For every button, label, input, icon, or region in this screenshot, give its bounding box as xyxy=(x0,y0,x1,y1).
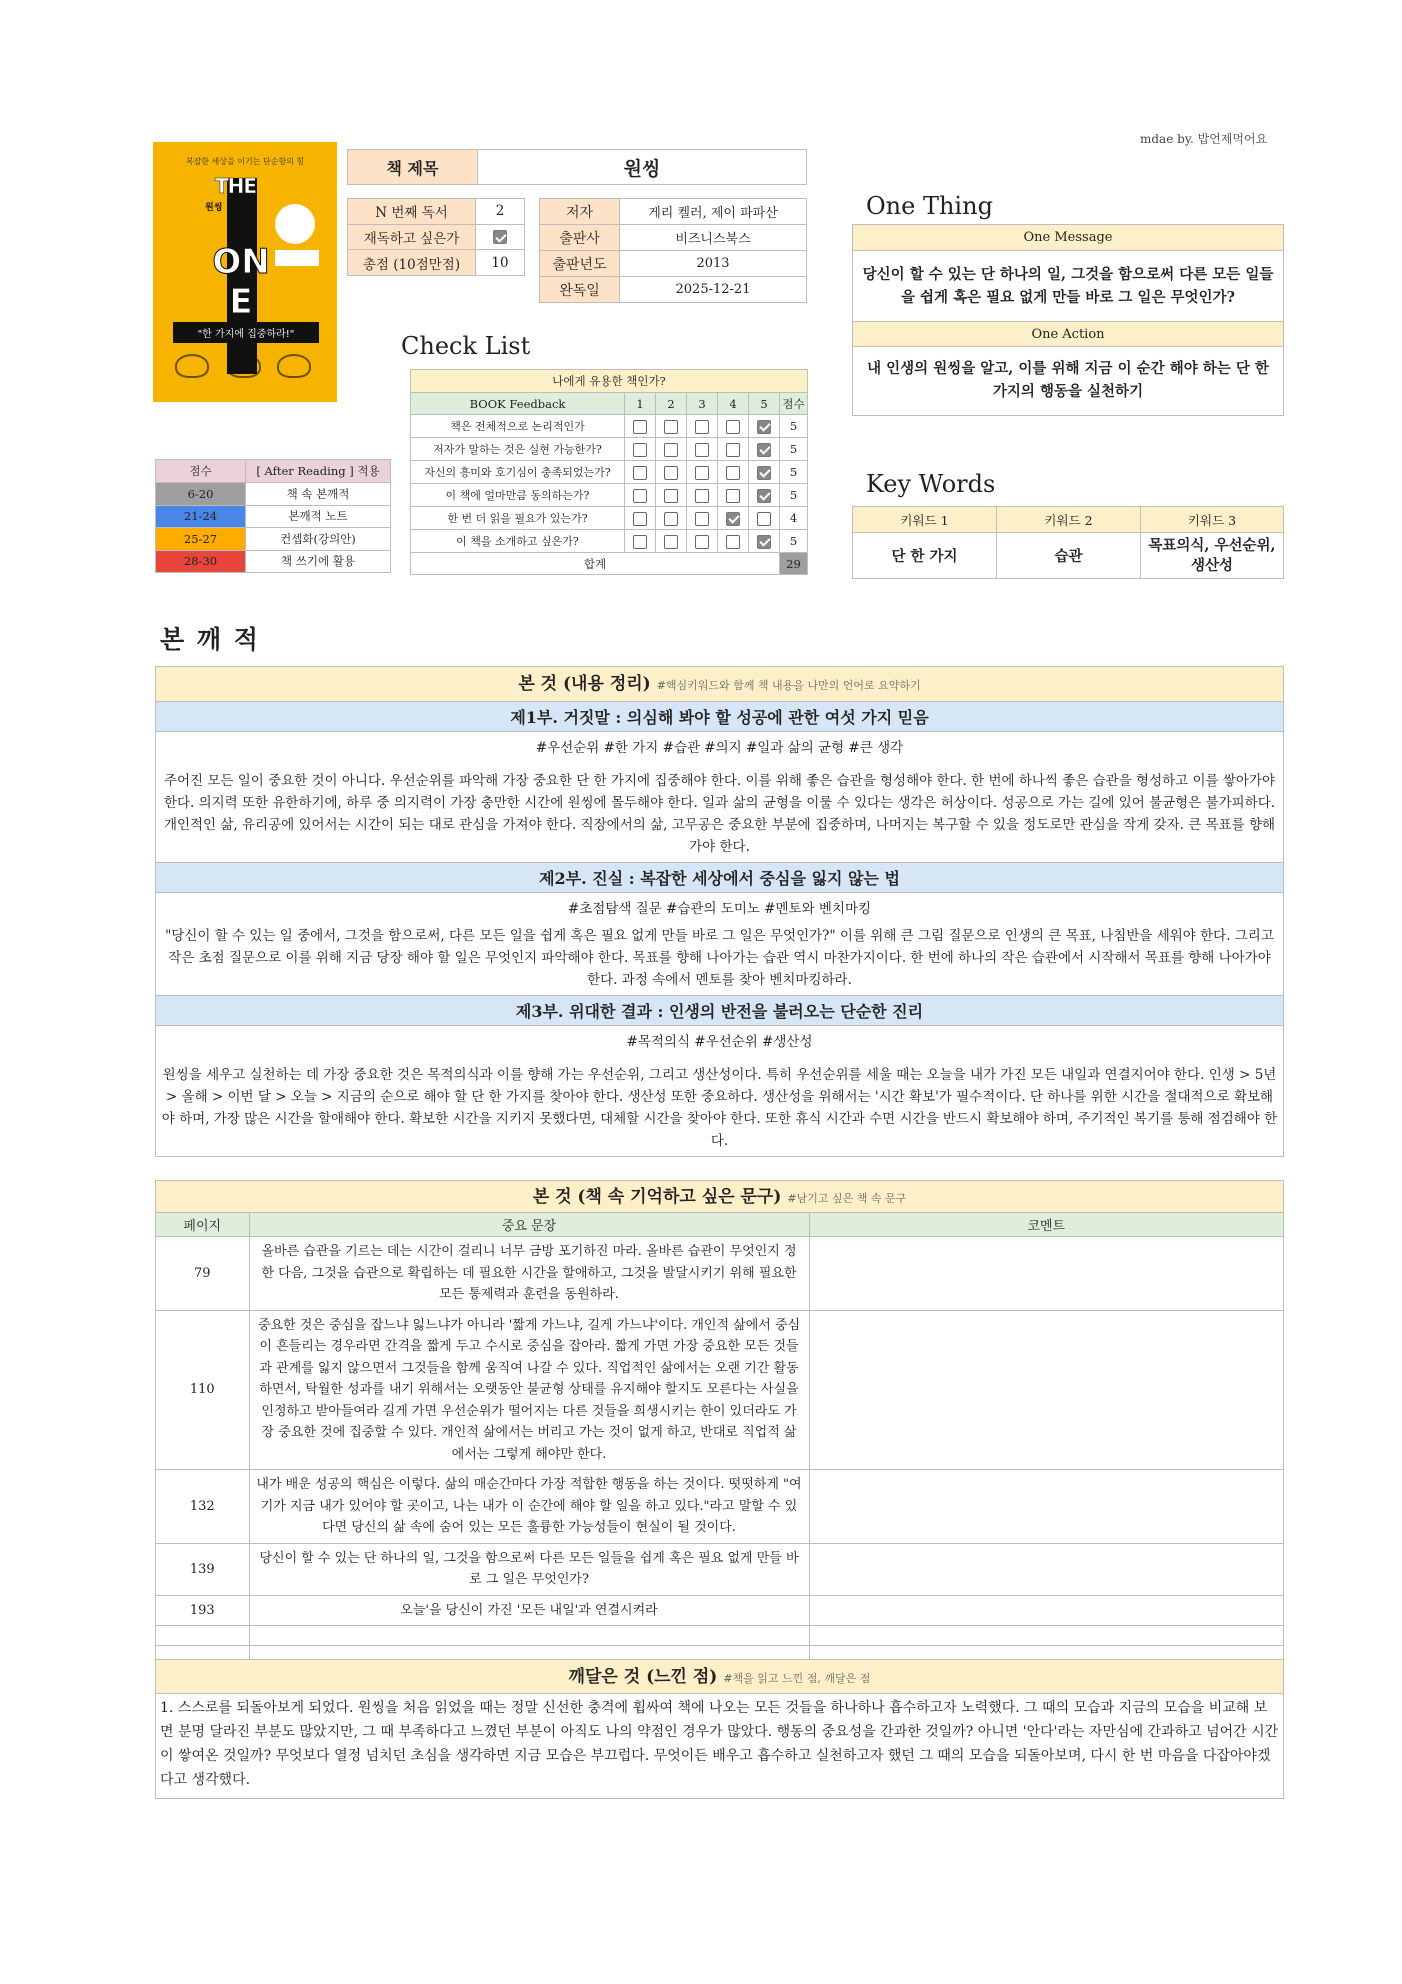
checklist-col-5: 5 xyxy=(749,393,780,415)
checklist-checkbox[interactable] xyxy=(695,443,709,457)
legend-row xyxy=(156,483,391,506)
checklist-cell xyxy=(718,415,749,438)
cover-the: THE xyxy=(215,174,257,198)
legend-row xyxy=(156,550,391,573)
checklist-score: 5 xyxy=(780,461,808,484)
checklist-col-4: 4 xyxy=(718,393,749,415)
checklist-question: 이 책을 소개하고 싶은가? xyxy=(411,530,625,553)
quote-row xyxy=(156,1310,1283,1470)
checklist-question: 저자가 말하는 것은 실현 가능한가? xyxy=(411,438,625,461)
checklist-cell xyxy=(718,530,749,553)
checklist-checkbox[interactable] xyxy=(695,489,709,503)
checklist-question: 자신의 흥미와 호기심이 충족되었는가? xyxy=(411,461,625,484)
checklist-score: 5 xyxy=(780,484,808,507)
one-thing-box xyxy=(852,224,1284,416)
checklist-checkbox[interactable] xyxy=(726,466,740,480)
summary-part xyxy=(156,995,1283,1156)
checklist-score: 4 xyxy=(780,507,808,530)
checklist-checkbox[interactable] xyxy=(757,535,771,549)
checklist-checkbox[interactable] xyxy=(757,443,771,457)
realization-header xyxy=(156,1660,1283,1694)
checklist-col-3: 3 xyxy=(687,393,718,415)
part-title: 제2부. 진실 : 복잡한 세상에서 중심을 잃지 않는 법 xyxy=(156,862,1283,893)
checklist-checkbox[interactable] xyxy=(664,535,678,549)
quote-comment[interactable] xyxy=(809,1470,1283,1544)
quotes-comment-header: 코멘트 xyxy=(809,1213,1283,1237)
quote-comment[interactable] xyxy=(809,1237,1283,1311)
checklist-question: 책은 전체적으로 논리적인가 xyxy=(411,415,625,438)
keywords-heading: Key Words xyxy=(866,470,996,498)
quote-page: 110 xyxy=(156,1310,249,1470)
checklist-checkbox[interactable] xyxy=(695,535,709,549)
checklist-checkbox[interactable] xyxy=(633,420,647,434)
checklist-cell xyxy=(718,438,749,461)
legend-range: 28-30 xyxy=(156,550,246,573)
one-message-label: One Message xyxy=(853,225,1283,251)
checklist-cell xyxy=(625,438,656,461)
author-label: 저자 xyxy=(540,199,620,225)
summary-header xyxy=(156,667,1283,702)
reread-checkbox[interactable] xyxy=(493,230,507,244)
checklist-cell xyxy=(656,415,687,438)
part-text: 원씽을 세우고 실천하는 데 가장 중요한 것은 목적의식과 이를 향해 가는 우선순위, 그리고 생산성이다. 특히 우선순위를 세울 때는 오늘을 내가 가진 모든 내일과 연결지어야 한다. 인생 > 5년 > 올해 > 이번 달 > 오늘 > 지금의 순으로 해야 할 단 한 가지를 찾아야 한다. 생산성 또한 중요하다. 생산성을 위해서는 '시간 확보'가 필수적이다. 단 하나를 위한 시간을 절대적으로 확보해야 하며, 가장 많은 시간을 할애해야 한다. 확보한 시간을 지키지 못했다면, 대체할 시간을 찾아야 한다. 또한 휴식 시간과 수면 시간을 반드시 확보해야 하며, 주기적인 복기를 통해 점검해야 한다. xyxy=(161,1067,1278,1149)
cover-seal-icon xyxy=(275,204,315,244)
checklist-score-header: 점수 xyxy=(780,393,808,415)
part-title: 제3부. 위대한 결과 : 인생의 반전을 불러오는 단순한 진리 xyxy=(156,995,1283,1026)
quote-comment[interactable] xyxy=(809,1543,1283,1595)
checklist-checkbox[interactable] xyxy=(664,489,678,503)
quote-page: 193 xyxy=(156,1595,249,1626)
keyword-3-label: 키워드 3 xyxy=(1141,507,1284,533)
checklist-col-2: 2 xyxy=(656,393,687,415)
summary-title: 본 것 (내용 정리) xyxy=(518,674,651,694)
part-text: "당신이 할 수 있는 일 중에서, 그것을 함으로써, 다른 모든 일을 쉽게 혹은 필요 없게 만들 바로 그 일은 무엇인가?" 이를 위해 큰 그림 질문으로 인생의 큰 목표, 나침반을 세워야 한다. 그리고 작은 초점 질문으로 이를 위해 지금 당장 해야 할 일은 무엇인지 파악해야 한다. 목표를 향해 나아가는 습관 역시 마찬가지이다. 한 번에 하나의 작은 습관에서 시작해서 목표를 향해 나아가야 한다. 과정 속에서 멘토를 찾아 벤치마킹하라. xyxy=(165,928,1274,988)
publisher-value: 비즈니스북스 xyxy=(620,225,807,251)
checklist-checkbox[interactable] xyxy=(664,420,678,434)
legend-apply: 컨셉화(강의안) xyxy=(246,528,391,551)
checklist-checkbox[interactable] xyxy=(664,466,678,480)
checklist-checkbox[interactable] xyxy=(633,466,647,480)
checklist-checkbox[interactable] xyxy=(757,489,771,503)
quote-row xyxy=(156,1470,1283,1544)
quote-comment[interactable] xyxy=(809,1626,1283,1646)
quotes-section xyxy=(155,1180,1284,1666)
quotes-table xyxy=(156,1212,1283,1666)
legend-range: 6-20 xyxy=(156,483,246,506)
bonkkaejeok-heading: 본 깨 적 xyxy=(160,625,260,654)
checklist-row xyxy=(411,530,808,553)
legend-apply: 책 속 본깨적 xyxy=(246,483,391,506)
one-message: 당신이 할 수 있는 단 하나의 일, 그것을 함으로써 다른 모든 일들을 쉽게 혹은 필요 없게 만들 바로 그 일은 무엇인가? xyxy=(862,266,1274,306)
checklist-checkbox[interactable] xyxy=(757,420,771,434)
checklist-cell xyxy=(625,461,656,484)
quote-row xyxy=(156,1543,1283,1595)
part-tags: #우선순위 #한 가지 #습관 #의지 #일과 삶의 균형 #큰 생각 xyxy=(535,740,904,756)
keyword-1-label: 키워드 1 xyxy=(853,507,997,533)
checklist-checkbox[interactable] xyxy=(633,512,647,526)
book-title-table xyxy=(347,149,807,185)
score-value: 10 xyxy=(476,250,525,276)
checklist-cell xyxy=(749,484,780,507)
quotes-hint: #남기고 싶은 책 속 문구 xyxy=(787,1192,907,1205)
checklist-checkbox[interactable] xyxy=(726,443,740,457)
checklist-cell xyxy=(749,507,780,530)
checklist-checkbox[interactable] xyxy=(695,512,709,526)
cover-seal-icon xyxy=(275,250,319,266)
quote-sentence: 오늘'을 당신이 가진 '모든 내일'과 연결시켜라 xyxy=(249,1595,809,1626)
realization-section xyxy=(155,1659,1284,1799)
checklist-cell xyxy=(749,461,780,484)
quote-page: 139 xyxy=(156,1543,249,1595)
checklist-checkbox[interactable] xyxy=(726,489,740,503)
checklist-score: 5 xyxy=(780,530,808,553)
keyword-1: 단 한 가지 xyxy=(853,533,997,579)
checklist-cell xyxy=(687,484,718,507)
checklist-question: 이 책에 얼마만큼 동의하는가? xyxy=(411,484,625,507)
cover-award-icon xyxy=(227,354,261,378)
cover-award-icon xyxy=(277,354,311,378)
book-title-label: 책 제목 xyxy=(348,150,478,185)
year-label: 출판년도 xyxy=(540,251,620,277)
checklist-checkbox[interactable] xyxy=(664,443,678,457)
year-value: 2013 xyxy=(620,251,807,277)
nth-label: N 번째 독서 xyxy=(348,199,476,225)
publisher-label: 출판사 xyxy=(540,225,620,251)
checklist-checkbox[interactable] xyxy=(633,443,647,457)
realization-hint: #책을 읽고 느낀 점, 깨달은 점 xyxy=(723,1672,871,1685)
checklist-total: 29 xyxy=(780,553,808,575)
part-tags: #목적의식 #우선순위 #생산성 xyxy=(626,1034,813,1050)
author-credit: mdae by. 밥언제먹어요 xyxy=(1140,132,1268,146)
checklist-score: 5 xyxy=(780,438,808,461)
cover-word-one: ONE xyxy=(212,242,270,322)
book-cover xyxy=(153,142,337,402)
cover-quote: "한 가지에 집중하라!" xyxy=(173,322,319,343)
checklist-row xyxy=(411,415,808,438)
quote-row xyxy=(156,1595,1283,1626)
realization-title: 깨달은 것 (느낀 점) xyxy=(568,1667,718,1687)
part-tags: #초점탐색 질문 #습관의 도미노 #멘토와 벤치마킹 xyxy=(567,901,872,917)
checklist-checkbox[interactable] xyxy=(633,489,647,503)
book-info-table xyxy=(539,198,807,303)
quotes-title: 본 것 (책 속 기억하고 싶은 문구) xyxy=(532,1187,782,1207)
checklist-checkbox[interactable] xyxy=(695,466,709,480)
keyword-3: 목표의식, 우선순위, 생산성 xyxy=(1141,533,1284,579)
checklist-score: 5 xyxy=(780,415,808,438)
score-label: 총점 (10점만점) xyxy=(348,250,476,276)
checklist-cell xyxy=(656,507,687,530)
part-title: 제1부. 거짓말 : 의심해 봐야 할 성공에 관한 여섯 가지 믿음 xyxy=(156,702,1283,732)
one-action: 내 인생의 원씽을 알고, 이를 위해 지금 이 순간 해야 하는 단 한 가지의 행동을 실천하기 xyxy=(867,360,1269,400)
checklist-cell xyxy=(749,530,780,553)
quote-sentence xyxy=(249,1626,809,1646)
checklist-cell xyxy=(718,507,749,530)
one-action-label: One Action xyxy=(853,321,1283,347)
cover-won-label: 원씽 xyxy=(205,203,223,213)
checklist-cell xyxy=(656,530,687,553)
legend-row xyxy=(156,505,391,528)
summary-hint: #핵심키워드와 함께 책 내용을 나만의 언어로 요약하기 xyxy=(656,679,921,692)
legend-range: 25-27 xyxy=(156,528,246,551)
quote-comment[interactable] xyxy=(809,1595,1283,1626)
checklist-row xyxy=(411,507,808,530)
summary-section xyxy=(155,666,1284,1157)
checklist-cell xyxy=(749,438,780,461)
checklist-cell xyxy=(687,530,718,553)
checklist-checkbox[interactable] xyxy=(726,420,740,434)
done-label: 완독일 xyxy=(540,277,620,303)
reread-label: 재독하고 싶은가 xyxy=(348,224,476,250)
legend-row xyxy=(156,528,391,551)
checklist-feedback-header: BOOK Feedback xyxy=(411,393,625,415)
quotes-page-header: 페이지 xyxy=(156,1213,249,1237)
checklist-total-label: 합계 xyxy=(411,553,780,575)
part-text: 주어진 모든 일이 중요한 것이 아니다. 우선순위를 파악해 가장 중요한 단 한 가지에 집중해야 한다. 이를 위해 좋은 습관을 형성해야 한다. 한 번에 하나씩 좋은 습관을 형성하고 이를 쌓아가야 한다. 의지력 또한 유한하기에, 하루 중 의지력이 가장 충만한 시간에 원씽에 몰두해야 한다. 일과 삶의 균형을 이룰 수 있다는 생각은 허상이다. 성공으로 가는 길에 있어 불균형은 불가피하다. 개인적인 삶, 유리공에 있어서는 시간이 되는 대로 관심을 가져야 한다. 직장에서의 삶, 고무공은 중요한 부분에 집중하며, 나머지는 복구할 수 있을 정도로만 관심을 작게 갖자. 큰 목표를 향해 가야 한다. xyxy=(163,773,1276,855)
legend-range: 21-24 xyxy=(156,505,246,528)
keyword-2: 습관 xyxy=(997,533,1141,579)
legend-score-header: 점수 xyxy=(156,460,246,483)
checklist-cell xyxy=(656,438,687,461)
author-value: 게리 켈러, 제이 파파산 xyxy=(620,199,807,225)
quote-page: 132 xyxy=(156,1470,249,1544)
checklist-checkbox[interactable] xyxy=(726,535,740,549)
checklist-heading: Check List xyxy=(401,332,531,360)
keywords-table xyxy=(852,506,1284,579)
checklist-row xyxy=(411,461,808,484)
cover-top-text: 복잡한 세상을 이기는 단순함의 힘 xyxy=(185,157,305,166)
book-title: 원씽 xyxy=(478,150,807,185)
quote-comment[interactable] xyxy=(809,1310,1283,1470)
reading-info-table xyxy=(347,198,525,276)
checklist-cell xyxy=(625,484,656,507)
one-thing-heading: One Thing xyxy=(866,192,993,220)
checklist-caption: 나에게 유용한 책인가? xyxy=(411,370,808,393)
score-legend-table xyxy=(155,459,391,573)
checklist-checkbox[interactable] xyxy=(633,535,647,549)
checklist-cell xyxy=(718,484,749,507)
checklist-question: 한 번 더 읽을 필요가 있는가? xyxy=(411,507,625,530)
checklist-cell xyxy=(656,484,687,507)
checklist-row xyxy=(411,438,808,461)
quote-page: 79 xyxy=(156,1237,249,1311)
quotes-sentence-header: 중요 문장 xyxy=(249,1213,809,1237)
checklist-table xyxy=(410,369,808,575)
keyword-2-label: 키워드 2 xyxy=(997,507,1141,533)
checklist-cell xyxy=(625,530,656,553)
checklist-col-1: 1 xyxy=(625,393,656,415)
checklist-checkbox[interactable] xyxy=(664,512,678,526)
checklist-cell xyxy=(687,461,718,484)
checklist-row xyxy=(411,484,808,507)
checklist-checkbox[interactable] xyxy=(757,466,771,480)
checklist-cell xyxy=(625,415,656,438)
checklist-checkbox[interactable] xyxy=(695,420,709,434)
realization-text: 1. 스스로를 되돌아보게 되었다. 원씽을 처음 읽었을 때는 정말 신선한 충격에 휩싸여 책에 나오는 모든 것들을 하나하나 흡수하고자 노력했다. 그 때의 모습과 지금의 모습을 비교해 보면 분명 달라진 부분도 많았지만, 그 때 부족하다고 느꼈던 부분이 아직도 나의 약점인 경우가 많았다. 행동의 중요성을 간과한 것일까? 아니면 '안다'라는 자만심에 간과하고 넘어간 시간이 쌓여온 것일까? 무엇보다 열정 넘치던 초심을 생각하면 지금 모습은 부끄럽다. 무엇이든 배우고 흡수하고 실천하고자 했던 그 때의 모습을 되돌아보며, 다시 한 번 마음을 다잡아야겠다고 생각했다. xyxy=(160,1700,1279,1788)
legend-apply-header: [ After Reading ] 적용 xyxy=(246,460,391,483)
quote-sentence: 올바른 습관을 기르는 데는 시간이 걸리니 너무 금방 포기하진 마라. 올바른 습관이 무엇인지 정한 다음, 그것을 습관으로 확립하는 데 필요한 시간을 할애하고, 그것을 발달시키기 위해 필요한 모든 통제력과 훈련을 동원하라. xyxy=(249,1237,809,1311)
quotes-header xyxy=(156,1181,1283,1213)
checklist-cell xyxy=(687,438,718,461)
checklist-cell xyxy=(718,461,749,484)
done-value: 2025-12-21 xyxy=(620,277,807,303)
checklist-checkbox[interactable] xyxy=(757,512,771,526)
legend-apply: 책 쓰기에 활용 xyxy=(246,550,391,573)
quote-row xyxy=(156,1237,1283,1311)
checklist-cell xyxy=(687,415,718,438)
checklist-cell xyxy=(656,461,687,484)
cover-award-icon xyxy=(175,354,209,378)
summary-part xyxy=(156,702,1283,862)
nth-value: 2 xyxy=(476,199,525,225)
legend-apply: 본깨적 노트 xyxy=(246,505,391,528)
summary-part xyxy=(156,862,1283,995)
quote-sentence: 내가 배운 성공의 핵심은 이렇다. 삶의 매순간마다 가장 적합한 행동을 하는 것이다. 떳떳하게 "여기가 지금 내가 있어야 할 곳이고, 나는 내가 이 순간에 해야 할 일을 하고 있다."라고 말할 수 있다면 당신의 삶 속에 숨어 있는 모든 훌륭한 가능성들이 현실이 될 것이다. xyxy=(249,1470,809,1544)
checklist-cell xyxy=(687,507,718,530)
quote-page xyxy=(156,1626,249,1646)
quote-row xyxy=(156,1626,1283,1646)
checklist-cell xyxy=(749,415,780,438)
quote-sentence: 중요한 것은 중심을 잡느냐 잃느냐가 아니라 '짧게 가느냐, 길게 가느냐'이다. 개인적 삶에서 중심이 흔들리는 경우라면 간격을 짧게 두고 수시로 중심을 잡아라. 짧게 가면 가장 중요한 모든 것들과 관계를 잃지 않으면서 그것들을 함께 움직여 나갈 수 있다. 직업적인 삶에서는 오랜 기간 활동하면서, 탁월한 성과를 내기 위해서는 오랫동안 불균형 상태를 유지해야 할지도 모른다는 사실을 인정하고 받아들여라 길게 가면 우선순위가 떨어지는 다른 것들을 희생시키는 한이 있더라도 가장 중요한 것에 집중할 수 있다. 개인적 삶에서는 버리고 가는 것이 없게 하고, 반대로 직업적 삶에서는 그렇게 해야만 한다. xyxy=(249,1310,809,1470)
checklist-checkbox[interactable] xyxy=(726,512,740,526)
checklist-cell xyxy=(625,507,656,530)
quote-sentence: 당신이 할 수 있는 단 하나의 일, 그것을 함으로써 다른 모든 일들을 쉽게 혹은 필요 없게 만들 바로 그 일은 무엇인가? xyxy=(249,1543,809,1595)
